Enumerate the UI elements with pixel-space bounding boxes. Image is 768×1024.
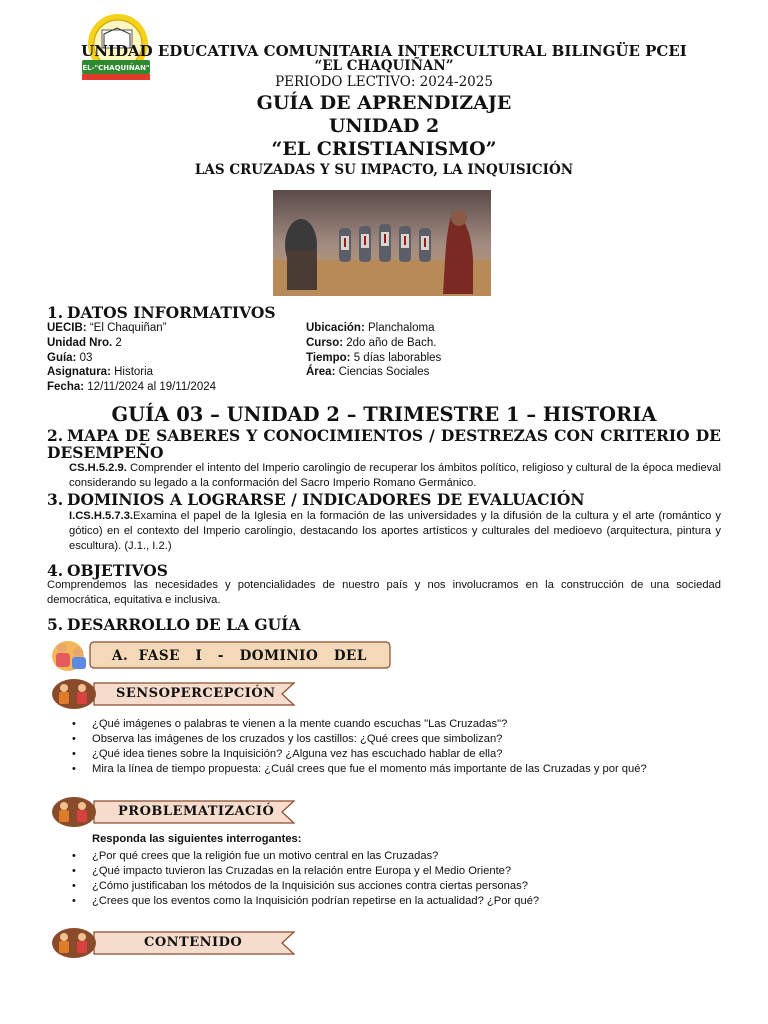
students-icon [52, 797, 96, 827]
guide-heading: GUÍA 03 – UNIDAD 2 – TRIMESTRE 1 – HISTORIA [111, 403, 657, 426]
problematizacion-ribbon [50, 796, 300, 828]
bullet-icon: • [72, 748, 76, 760]
subtopic: LAS CRUZADAS Y SU IMPACTO, LA INQUISICIÓN [194, 162, 574, 178]
section-1-heading [47, 303, 276, 322]
bullet-icon: • [72, 733, 76, 745]
ribbon-label: CONTENIDO [144, 935, 243, 950]
sensopercepcion-questions [64, 717, 724, 777]
ribbon-label: PROBLEMATIZACIÓ [118, 804, 275, 819]
info-row: Ubicación: Planchaloma [306, 322, 435, 334]
list-item: • ¿Cómo justificaban los métodos de la Inquisición sus acciones contra ciertas personas? [72, 880, 528, 892]
info-row: Tiempo: 5 días laborables [306, 351, 442, 364]
skill-description: Comprender el intento del Imperio carolingio de recuperar los ámbitos político, religioso y cultural de la época medieval considerando su legado a la conformación del Sacro Imperio Romano Germánico. [69, 462, 721, 489]
list-item: • Observa las imágenes de los cruzados y los castillos: ¿Qué crees que simbolizan? [72, 733, 503, 745]
problematizacion-questions [64, 849, 724, 909]
phase-banner [48, 636, 393, 672]
info-right-column [306, 321, 566, 380]
list-item: • Mira la línea de tiempo propuesta: ¿Cuál crees que fue el momento más importante de las Cruzadas y por qué? [72, 763, 647, 775]
logo-caption: EL-"CHAQUIÑAN" [82, 64, 150, 72]
section-number: 2. [47, 426, 64, 445]
list-item: • ¿Qué imágenes o palabras te vienen a la mente cuando escuchas "Las Cruzadas"? [72, 718, 508, 730]
sensopercepcion-ribbon [50, 678, 300, 710]
section-3-heading [47, 490, 585, 509]
contenido-ribbon [50, 926, 300, 960]
bullet-icon: • [72, 865, 76, 877]
bullet-icon: • [72, 718, 76, 730]
section-5-heading [47, 615, 300, 634]
section-title: DATOS INFORMATIVOS [67, 303, 276, 322]
info-left-column [47, 321, 302, 395]
indicator-code: I.CS.H.5.7.3. [69, 510, 134, 522]
info-row: Curso: 2do año de Bach. [306, 336, 437, 349]
list-item: • ¿Qué impacto tuvieron las Cruzadas en la relación entre Europa y el Medio Oriente? [72, 865, 512, 877]
ribbon-label: SENSOPERCEPCIÓN [116, 686, 276, 701]
bullet-icon: • [72, 880, 76, 892]
info-row: Asignatura: Historia [47, 366, 154, 379]
students-icon [52, 679, 96, 709]
bullet-icon: • [72, 895, 76, 907]
section-title: OBJETIVOS [67, 561, 168, 580]
indicator-description: Examina el papel de la Iglesia en la formación de las universidades y la difusión de la cultura y el arte (romántico y gótico) en el contexto del Imperio carolingio, destacando los aportes artísticos y culturales del medioevo (arquitectura, pintura y escultura). (J.1., I.2.) [69, 510, 721, 552]
section-title: DESARROLLO DE LA GUÍA [67, 615, 301, 634]
section-4-text: Comprendemos las necesidades y potencialidades de nuestro país y nos involucramos en la construcción de una sociedad democrática, equitativa e inclusiva. [47, 579, 721, 606]
school-period: PERIODO LECTIVO: 2024-2025 [275, 74, 493, 90]
section-2-heading [47, 427, 721, 461]
students-icon [52, 928, 96, 958]
unit-title: UNIDAD 2 [328, 115, 440, 137]
section-number: 5. [47, 615, 64, 634]
info-row: Guía: 03 [47, 351, 93, 364]
info-row: Área: Ciencias Sociales [306, 366, 430, 379]
section-title: MAPA DE SABERES Y CONOCIMIENTOS / DESTREZAS CON CRITERIO DE DESEMPEÑO [47, 426, 721, 462]
section-number: 3. [47, 490, 64, 509]
list-item: • ¿Por qué crees que la religión fue un motivo central en las Cruzadas? [72, 850, 439, 862]
section-3-text [69, 509, 721, 554]
list-item: • ¿Qué idea tienes sobre la Inquisición? ¿Alguna vez has escuchado hablar de ella? [72, 748, 503, 760]
section-number: 4. [47, 561, 64, 580]
skill-code: CS.H.5.2.9. [69, 462, 127, 474]
list-item: • ¿Crees que los eventos como la Inquisición podrían repetirse en la actualidad? ¿Por qué? [72, 895, 540, 907]
bullet-icon: • [72, 763, 76, 775]
info-row: Fecha: 12/11/2024 al 19/11/2024 [47, 381, 217, 394]
school-short-name: “EL CHAQUIÑAN” [314, 58, 454, 74]
bullet-icon: • [72, 850, 76, 862]
phase-label: A. FASE I - DOMINIO DEL [112, 648, 367, 664]
info-row: Unidad Nro. 2 [47, 336, 122, 349]
section-number: 1. [47, 303, 64, 322]
problematizacion-intro: Responda las siguientes interrogantes: [92, 833, 302, 845]
section-2-text [69, 461, 721, 491]
info-row: UECIB: “El Chaquiñan” [47, 322, 167, 334]
guide-title: GUÍA DE APRENDIZAJE [256, 92, 512, 114]
school-name: UNIDAD EDUCATIVA COMUNITARIA INTERCULTURAL BILINGÜE PCEI [81, 42, 687, 60]
crusaders-image [273, 190, 491, 296]
section-title: DOMINIOS A LOGRARSE / INDICADORES DE EVALUACIÓN [67, 490, 585, 509]
topic-title: “EL CRISTIANISMO” [271, 138, 497, 160]
students-icon [52, 641, 86, 671]
